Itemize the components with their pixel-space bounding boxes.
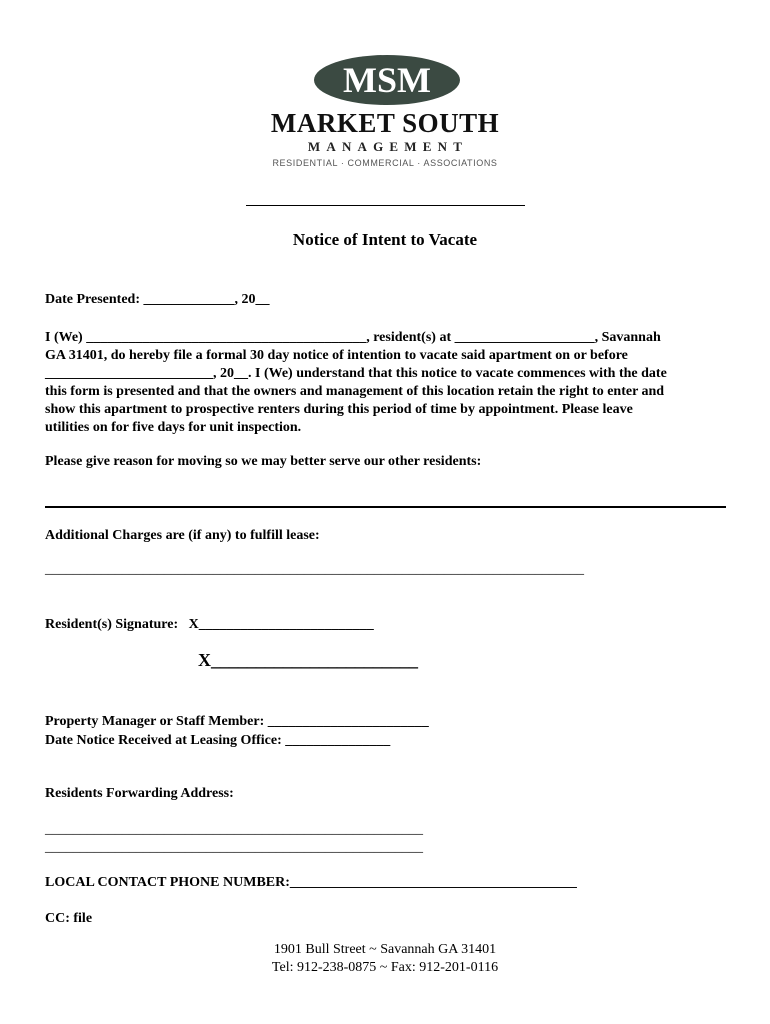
property-manager: Property Manager or Staff Member: _______________________ bbox=[45, 714, 429, 729]
intro-line: show this apartment to prospective renters during this period of time by appointment. Please leave bbox=[45, 402, 633, 417]
document-title: Notice of Intent to Vacate bbox=[292, 230, 478, 249]
forwarding-address-line: ______________________________________________________ bbox=[45, 840, 423, 855]
footer-address: 1901 Bull Street ~ Savannah GA 31401 bbox=[273, 942, 497, 957]
msm-logo bbox=[313, 53, 461, 107]
intro-paragraph bbox=[45, 329, 725, 437]
forwarding-address-label: Residents Forwarding Address: bbox=[45, 786, 234, 801]
company-tagline: RESIDENTIAL · COMMERCIAL · ASSOCIATIONS bbox=[272, 158, 498, 168]
intro-line: GA 31401, do hereby file a formal 30 day notice of intention to vacate said apartment on or before bbox=[45, 348, 628, 363]
intro-line: I (We) ________________________________________, resident(s) at ____________________, Savannah bbox=[45, 330, 661, 345]
date-notice-received: Date Notice Received at Leasing Office: _______________ bbox=[45, 733, 391, 748]
header-rule bbox=[246, 205, 525, 206]
company-name: MARKET SOUTH bbox=[270, 108, 500, 138]
logo-monogram: MSM bbox=[343, 60, 431, 100]
reason-prompt: Please give reason for moving so we may better serve our other residents: bbox=[45, 454, 482, 469]
footer-contact: Tel: 912-238-0875 ~ Fax: 912-201-0116 bbox=[271, 960, 499, 975]
reason-line bbox=[45, 506, 726, 508]
company-subtitle: MANAGEMENT bbox=[307, 139, 469, 154]
resident-signature-second: X_______________________ bbox=[198, 650, 418, 670]
cc-file: CC: file bbox=[45, 911, 93, 926]
intro-line: utilities on for five days for unit inspection. bbox=[45, 420, 302, 435]
local-contact-phone: LOCAL CONTACT PHONE NUMBER:_________________________________________ bbox=[45, 875, 577, 890]
intro-line: this form is presented and that the owners and management of this location retain the right to enter and bbox=[45, 384, 665, 399]
forwarding-address-line: ______________________________________________________ bbox=[45, 822, 423, 837]
resident-signature: Resident(s) Signature: X_________________________ bbox=[45, 617, 374, 632]
intro-line: ________________________, 20__. I (We) understand that this notice to vacate commences with the date bbox=[45, 366, 667, 381]
additional-charges-label: Additional Charges are (if any) to fulfill lease: bbox=[45, 528, 320, 543]
date-presented: Date Presented: _____________, 20__ bbox=[45, 292, 270, 307]
additional-charges-line: _____________________________________________________________________________ bbox=[45, 562, 584, 577]
